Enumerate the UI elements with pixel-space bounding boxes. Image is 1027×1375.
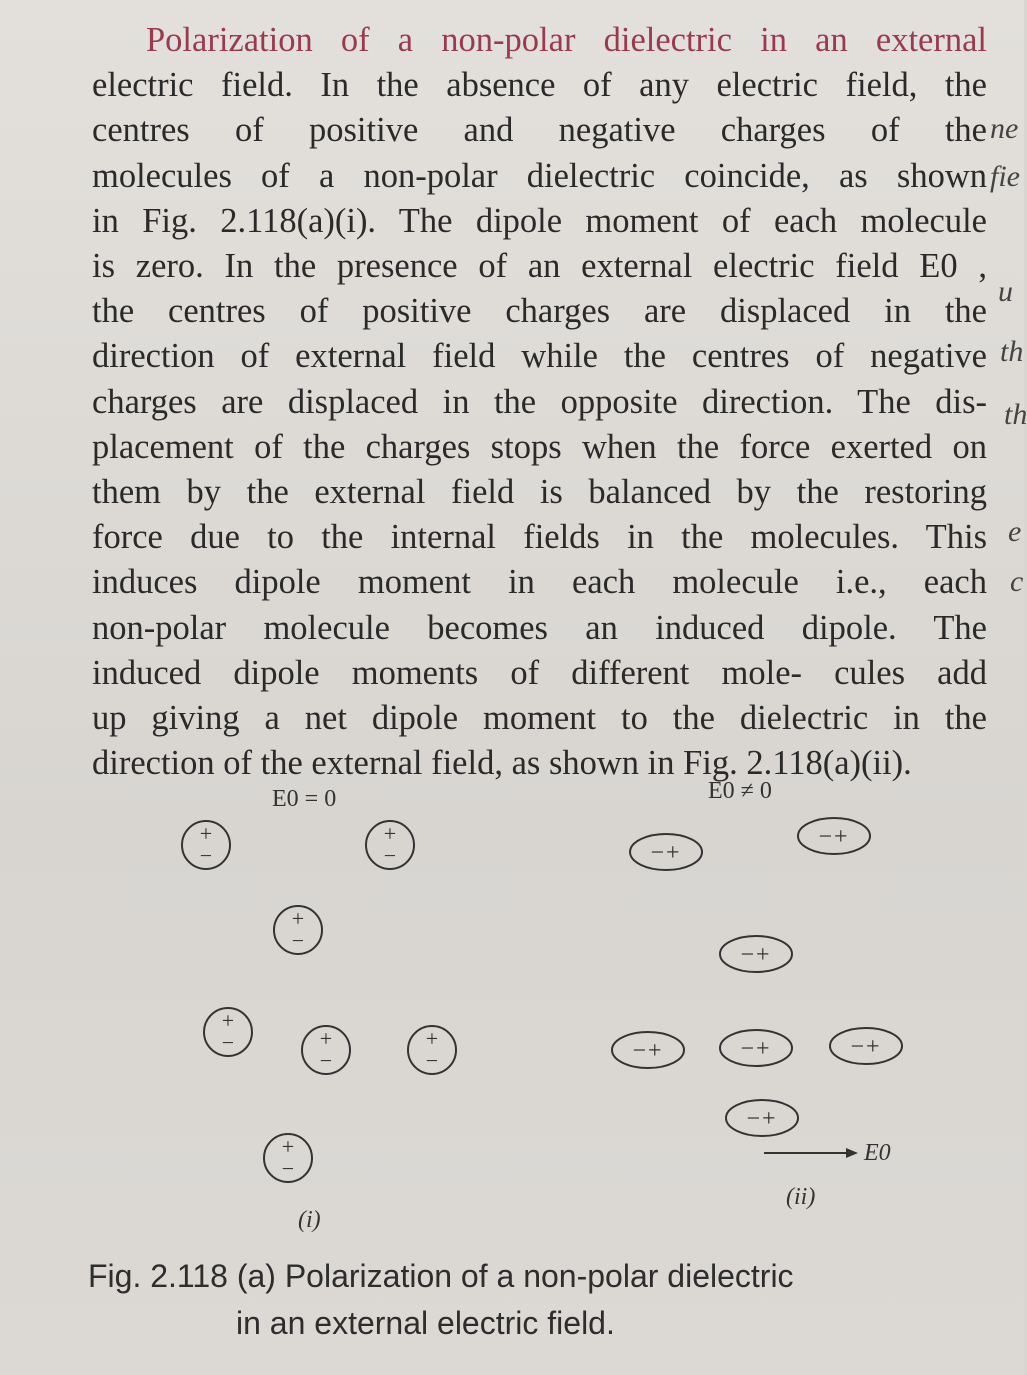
paragraph-line: the centres of positive charges are displaced in the (92, 292, 987, 331)
plus-sign: + (383, 821, 397, 846)
paragraph-line: in Fig. 2.118(a)(i). The dipole moment of each molecule (92, 201, 987, 240)
neutral-molecule (264, 1134, 312, 1182)
field-label (864, 1140, 891, 1167)
paragraph-line: induced dipole moments of different mole- cules add (92, 653, 987, 692)
dipole-charges: −+ (632, 1038, 664, 1064)
plus-sign: + (319, 1026, 333, 1051)
body-paragraph (92, 18, 987, 786)
induced-dipole (830, 1028, 902, 1064)
minus-sign: − (319, 1048, 333, 1073)
caption-line-1: Fig. 2.118 (a) Polarization of a non-polar dielectric (88, 1258, 794, 1294)
paragraph-line: induces dipole moment in each molecule i.e., each (92, 563, 987, 602)
minus-sign: − (291, 928, 305, 953)
dipole-charges: −+ (850, 1034, 882, 1060)
left-sublabel: (i) (298, 1207, 321, 1233)
neutral-molecule (408, 1026, 456, 1074)
induced-dipole (720, 936, 792, 972)
paragraph-line: Polarization of a non-polar dielectric in an external (146, 21, 987, 59)
figure-caption (88, 1253, 908, 1347)
neutral-molecule (366, 821, 414, 869)
margin-fragment: fie (990, 160, 1020, 193)
dipole-charges: −+ (746, 1106, 778, 1132)
field-arrow (764, 1148, 858, 1158)
neutral-molecule (274, 906, 322, 954)
paragraph-line: up giving a net dipole moment to the dielectric in the (92, 699, 987, 738)
paragraph-line: centres of positive and negative charges of the (92, 111, 987, 150)
induced-dipole (798, 818, 870, 854)
paragraph-line: is zero. In the presence of an external electric field E0 , (92, 247, 987, 286)
induced-dipole (630, 834, 702, 870)
margin-fragment: u (998, 275, 1013, 308)
margin-fragment: e (1008, 515, 1022, 548)
margin-fragment: th (1000, 335, 1024, 368)
minus-sign: − (281, 1156, 295, 1181)
plus-sign: + (221, 1008, 235, 1033)
margin-fragment: c (1010, 565, 1024, 598)
dipole-charges: −+ (740, 942, 772, 968)
neutral-molecule (204, 1008, 252, 1056)
left-condition-label: E0 = 0 (272, 786, 337, 812)
plus-sign: + (199, 821, 213, 846)
minus-sign: − (199, 843, 213, 868)
dipole-charges: −+ (740, 1036, 772, 1062)
paragraph-line: direction of the external field, as shown in Fig. 2.118(a)(ii). (92, 744, 912, 783)
induced-dipole (720, 1030, 792, 1066)
minus-sign: − (425, 1048, 439, 1073)
plus-sign: + (291, 906, 305, 931)
neutral-molecule (302, 1026, 350, 1074)
paragraph-line: electric field. In the absence of any electric field, the (92, 66, 987, 105)
paragraph-line: direction of external field while the centres of negative (92, 337, 987, 376)
right-condition-label: E0 ≠ 0 (708, 778, 772, 804)
right-sublabel: (ii) (786, 1184, 816, 1210)
minus-sign: − (221, 1030, 235, 1055)
margin-fragment: ne (990, 112, 1019, 145)
plus-sign: + (425, 1026, 439, 1051)
induced-dipole (726, 1100, 798, 1136)
paragraph-line: them by the external field is balanced by the restoring (92, 473, 987, 512)
dipole-charges: −+ (818, 824, 850, 850)
margin-fragment: th (1004, 398, 1027, 431)
paragraph-line: placement of the charges stops when the force exerted on (92, 427, 987, 466)
minus-sign: − (383, 843, 397, 868)
plus-sign: + (281, 1134, 295, 1159)
paragraph-line: force due to the internal fields in the molecules. This (92, 518, 987, 557)
paragraph-line: non-polar molecule becomes an induced dipole. The (92, 608, 987, 647)
field-symbol: E0 (864, 1140, 891, 1166)
paragraph-line: molecules of a non-polar dielectric coincide, as shown (92, 156, 987, 195)
caption-line-2: in an external electric field. (236, 1305, 615, 1341)
neutral-molecule (182, 821, 230, 869)
paragraph-line: charges are displaced in the opposite direction. The dis- (92, 382, 987, 421)
dipole-charges: −+ (650, 840, 682, 866)
induced-dipole (612, 1032, 684, 1068)
